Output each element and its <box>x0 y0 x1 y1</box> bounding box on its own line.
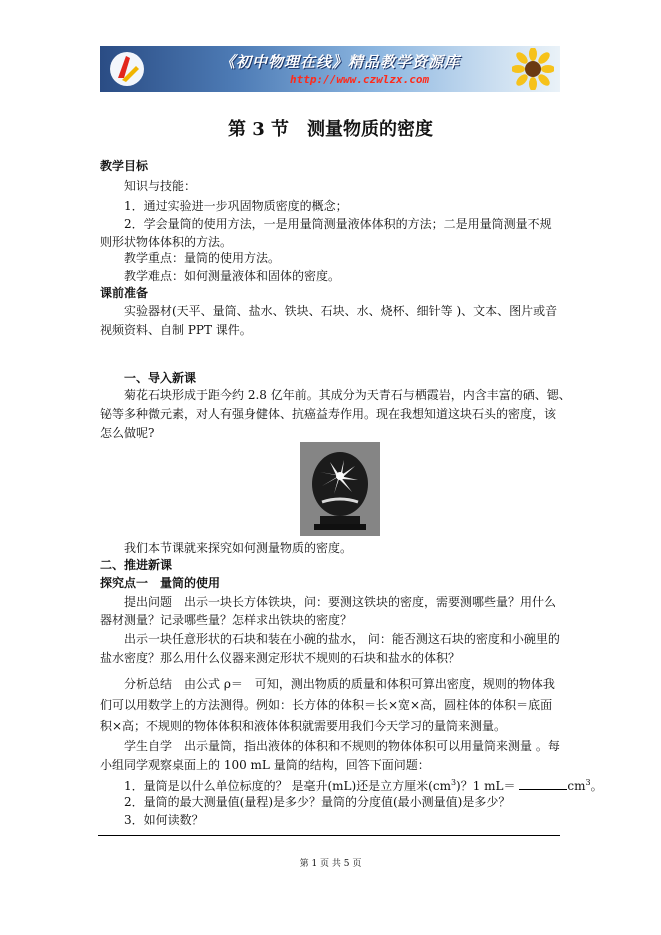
intro-paragraph: 菊花石块形成于距今约 2.8 亿年前。其成分为天青石与栖霞岩，内含丰富的硒、锶、 <box>124 388 571 402</box>
self-study-paragraph-line: 小组同学观察桌面上的 100 mL 量筒的结构，回答下面问题： <box>100 758 430 772</box>
summary-paragraph-line: 们可以用数学上的方法测得。例如：长方体的体积＝长×宽×高，圆柱体的体积＝底面 <box>100 698 553 712</box>
footer-divider <box>98 835 560 836</box>
section-new-heading: 二、推进新课 <box>100 558 173 572</box>
question-3: 3．如何读数？ <box>124 813 204 827</box>
cube-superscript: 3 <box>450 778 457 787</box>
goals-subheading: 知识与技能： <box>124 179 197 193</box>
site-banner <box>100 46 560 92</box>
goal-item: 1．通过实验进一步巩固物质密度的概念； <box>124 199 348 213</box>
intro-paragraph-line: 怎么做呢? <box>100 426 155 440</box>
page-number: 第 1 页 共 5 页 <box>299 859 362 869</box>
goal-item: 2．学会量筒的使用方法，一是用量筒测量液体体积的方法；二是用量筒测量不规 <box>124 217 552 231</box>
sunflower-icon <box>512 48 554 90</box>
site-title: 《初中物理在线》精品教学资源库 <box>220 53 461 71</box>
difficulty: 教学难点：如何测量液体和固体的密度。 <box>124 269 341 283</box>
answer-blank[interactable] <box>519 777 567 790</box>
intro-conclusion: 我们本节课就来探究如何测量物质的密度。 <box>124 541 353 555</box>
intro-paragraph-line: 铋等多种微元素，对人有强身健体、抗癌益寿作用。现在我想知道这块石头的密度，该 <box>100 407 557 421</box>
question-paragraph-line: 盐水密度？那么用什么仪器来测定形状不规则的石块和盐水的体积？ <box>100 651 461 665</box>
section-intro-heading: 一、导入新课 <box>124 371 197 385</box>
summary-paragraph-line: 积×高；不规则的物体体积和液体体积就需要用我们今天学习的量筒来测量。 <box>100 719 507 733</box>
probe-heading: 探究点一 量筒的使用 <box>100 576 221 590</box>
site-url[interactable]: http://www.czwlzx.com <box>290 73 430 86</box>
question-1-end: 。 <box>590 779 603 793</box>
self-study-paragraph: 学生自学 出示量筒，指出液体的体积和不规则的物体体积可以用量筒来测量 。每 <box>124 739 560 753</box>
question-paragraph: 提出问题 出示一块长方体铁块，问：要测这铁块的密度，需要测哪些量？用什么 <box>124 595 557 609</box>
summary-paragraph: 分析总结 由公式 ρ＝ 可知，测出物质的质量和体积可算出密度，规则的物体我 <box>124 677 555 691</box>
prep-text-cont: 视频资料、自制 PPT 课件。 <box>100 323 252 337</box>
question-2: 2．量筒的最大测量值(量程)是多少？量筒的分度值(最小测量值)是多少？ <box>124 795 511 809</box>
site-logo-icon <box>108 50 146 88</box>
question-1-text: 1．量筒是以什么单位标度的？ 是毫升(mL)还是立方厘米(cm <box>124 779 451 793</box>
prep-text: 实验器材(天平、量筒、盐水、铁块、石块、水、烧杯、细针等 )、文本、图片或音 <box>124 304 558 318</box>
cube-superscript: 3 <box>585 778 591 787</box>
section-prep-heading: 课前准备 <box>100 286 149 300</box>
unit-cm: cm <box>567 779 586 793</box>
section-goals-heading: 教学目标 <box>100 159 149 173</box>
question-paragraph-line: 器材测量？记录哪些量？怎样求出铁块的密度？ <box>100 613 353 627</box>
page-title: 第 3 节 测量物质的密度 <box>227 119 434 140</box>
question-paragraph: 出示一块任意形状的石块和装在小碗的盐水， 问：能否测这石块的密度和小碗里的 <box>124 632 560 646</box>
goal-item-cont: 则形状物体体积的方法。 <box>100 235 233 249</box>
question-1 <box>124 775 603 794</box>
key-point: 教学重点：量筒的使用方法。 <box>124 251 281 265</box>
question-1-text-mid: )？1 mL＝ <box>456 779 516 793</box>
chrysanthemum-stone-photo <box>300 442 380 536</box>
